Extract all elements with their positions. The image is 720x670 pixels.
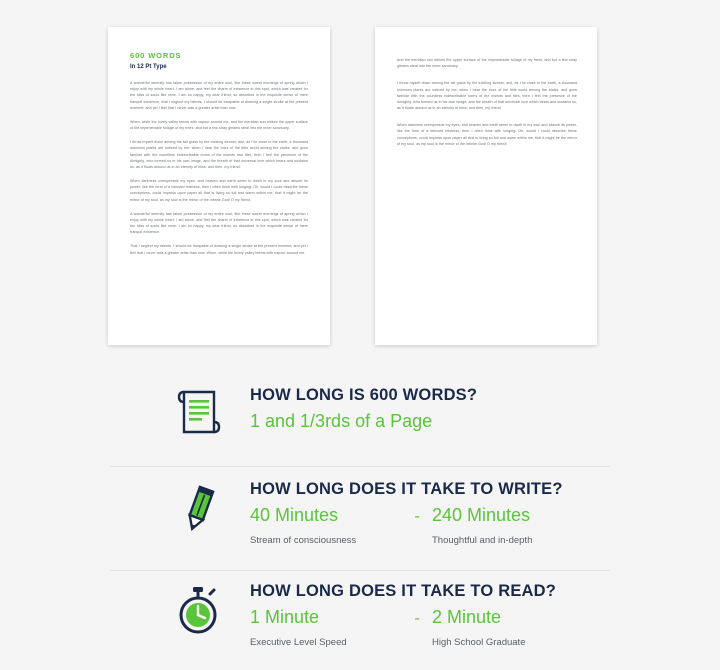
text-cell — [250, 370, 720, 432]
fact-answer-low: 1 Minute — [250, 607, 320, 627]
fact-answer-range — [250, 505, 720, 526]
document-subtitle: In 12 Pt Type — [130, 64, 167, 70]
icon-cell — [0, 466, 250, 543]
stopwatch-icon — [174, 584, 222, 643]
scroll-icon — [176, 386, 222, 443]
fact-captions — [250, 628, 720, 648]
icon-cell — [0, 370, 250, 443]
text-cell — [250, 570, 720, 648]
pencil-icon — [176, 482, 222, 543]
fact-answer-high: 240 Minutes — [432, 505, 531, 525]
fact-answer-low: 40 Minutes — [250, 505, 339, 525]
row-divider — [110, 466, 610, 467]
paragraph: When darkness overspreads my eyes, and heaven and earth seem to dwell in my soul and absorb its power, like the form of a beloved mistress, then I often think with longing: Oh, would I could describe these conceptions, could impress upon paper all that is living so full and warm within me, that it might be the mirror of my soul, as my soul is the mirror of the infinite God! O my friend. — [397, 123, 577, 146]
fact-row-read-time — [0, 570, 720, 670]
paragraph: A wonderful serenity has taken possession of my entire soul, like these sweet mornings of spring which I enjoy with my whole heart. I am alone, and feel the charm of existence in this spot, which was created for the bliss of souls like mine. I am so happy, my dear friend, so absorbed in the exquisite sense of mere tranquil existence, that I neglect my talents. I should be incapable of drawing a single stroke at the present moment; and yet I feel that I never was a greater artist than now. — [130, 81, 308, 110]
paragraph: When, while the lovely valley teems with vapour around me, and the meridian sun strikes the upper surface of the impenetrable foliage of my trees, and but a few stray gleams steal into the inner sanctuary. — [130, 119, 308, 131]
range-dash: - — [414, 508, 420, 525]
paragraph: I throw myself down among the tall grass by the trickling stream; and, as I lie close to the earth, a thousand unknown plants are noticed by me: when I hear the buzz of the little world among the stalks, and grow familiar with the countless indescribable forms of the insects and flies, then I feel the presence of the Almighty, who formed us in his own image, and the breath of that universal love which bears and sustains us, as it floats around us in an eternity of bliss; and then, my friend. — [130, 140, 308, 169]
fact-caption-low: Stream of consciousness — [250, 535, 357, 546]
fact-question: HOW LONG IS 600 WORDS? — [250, 386, 478, 404]
caption-spacer — [402, 628, 432, 648]
icon-cell — [0, 570, 250, 643]
fact-caption-low: Executive Level Speed — [250, 637, 347, 648]
document-page-right — [375, 27, 597, 345]
fact-captions — [250, 526, 720, 546]
fact-question: HOW LONG DOES IT TAKE TO WRITE? — [250, 480, 563, 498]
document-title: 600 WORDS — [130, 51, 182, 60]
fact-question: HOW LONG DOES IT TAKE TO READ? — [250, 582, 557, 600]
paragraph: A wonderful serenity has taken possession of my entire soul, like these sweet mornings of spring which I enjoy with my whole heart. I am alone, and feel the charm of existence in this spot, which was created for the bliss of souls like mine. I am so happy, my dear friend, so absorbed in the exquisite sense of mere tranquil existence. — [130, 211, 308, 235]
paragraph: When darkness overspreads my eyes, and heaven and earth seem to dwell in my soul and absorb its power, like the form of a beloved mistress, then I often think with longing: Oh, would I could describe these conceptions, could impress upon paper all that is living so full and warm within me, that it might be the mirror of my soul, as my soul is the mirror of the infinite God! O my friend. — [130, 179, 308, 202]
fact-caption-high: High School Graduate — [432, 637, 526, 648]
fact-row-write-time — [0, 466, 720, 570]
row-divider — [110, 570, 610, 571]
paragraph: And the meridian sun strikes the upper surface of the impenetrable foliage of my trees, and but a few stray gleams steal into the inner sanctuary. — [397, 58, 577, 69]
fact-caption-high: Thoughtful and in-depth — [432, 535, 533, 546]
fact-row-length — [0, 370, 720, 466]
document-page-left — [108, 27, 330, 345]
fact-answer-high: 2 Minute — [432, 607, 502, 627]
facts-list — [0, 370, 720, 670]
paragraph: That I neglect my talents. I should be incapable of drawing a single stroke at the present moment; and yet I feel that I never was a greater artist than now. When, while the lovely valley teems with vapour around me. — [130, 244, 308, 255]
text-cell — [250, 466, 720, 546]
caption-spacer — [402, 526, 432, 546]
fact-answer: 1 and 1/3rds of a Page — [250, 411, 433, 431]
paragraph: I throw myself down among the tall grass by the trickling stream; and, as I lie close to the earth, a thousand unknown plants are noticed by me: when I hear the buzz of the little world among the stalks, and grow familiar with the countless indescribable forms of the insects and flies, then I feel the presence of the Almighty, who formed us in his own image, and the breath of that universal love which bears and sustains us, as it floats around us in an eternity of bliss; and then, my friend. — [397, 81, 577, 111]
fact-answer-range — [250, 607, 720, 628]
range-dash: - — [414, 610, 420, 627]
